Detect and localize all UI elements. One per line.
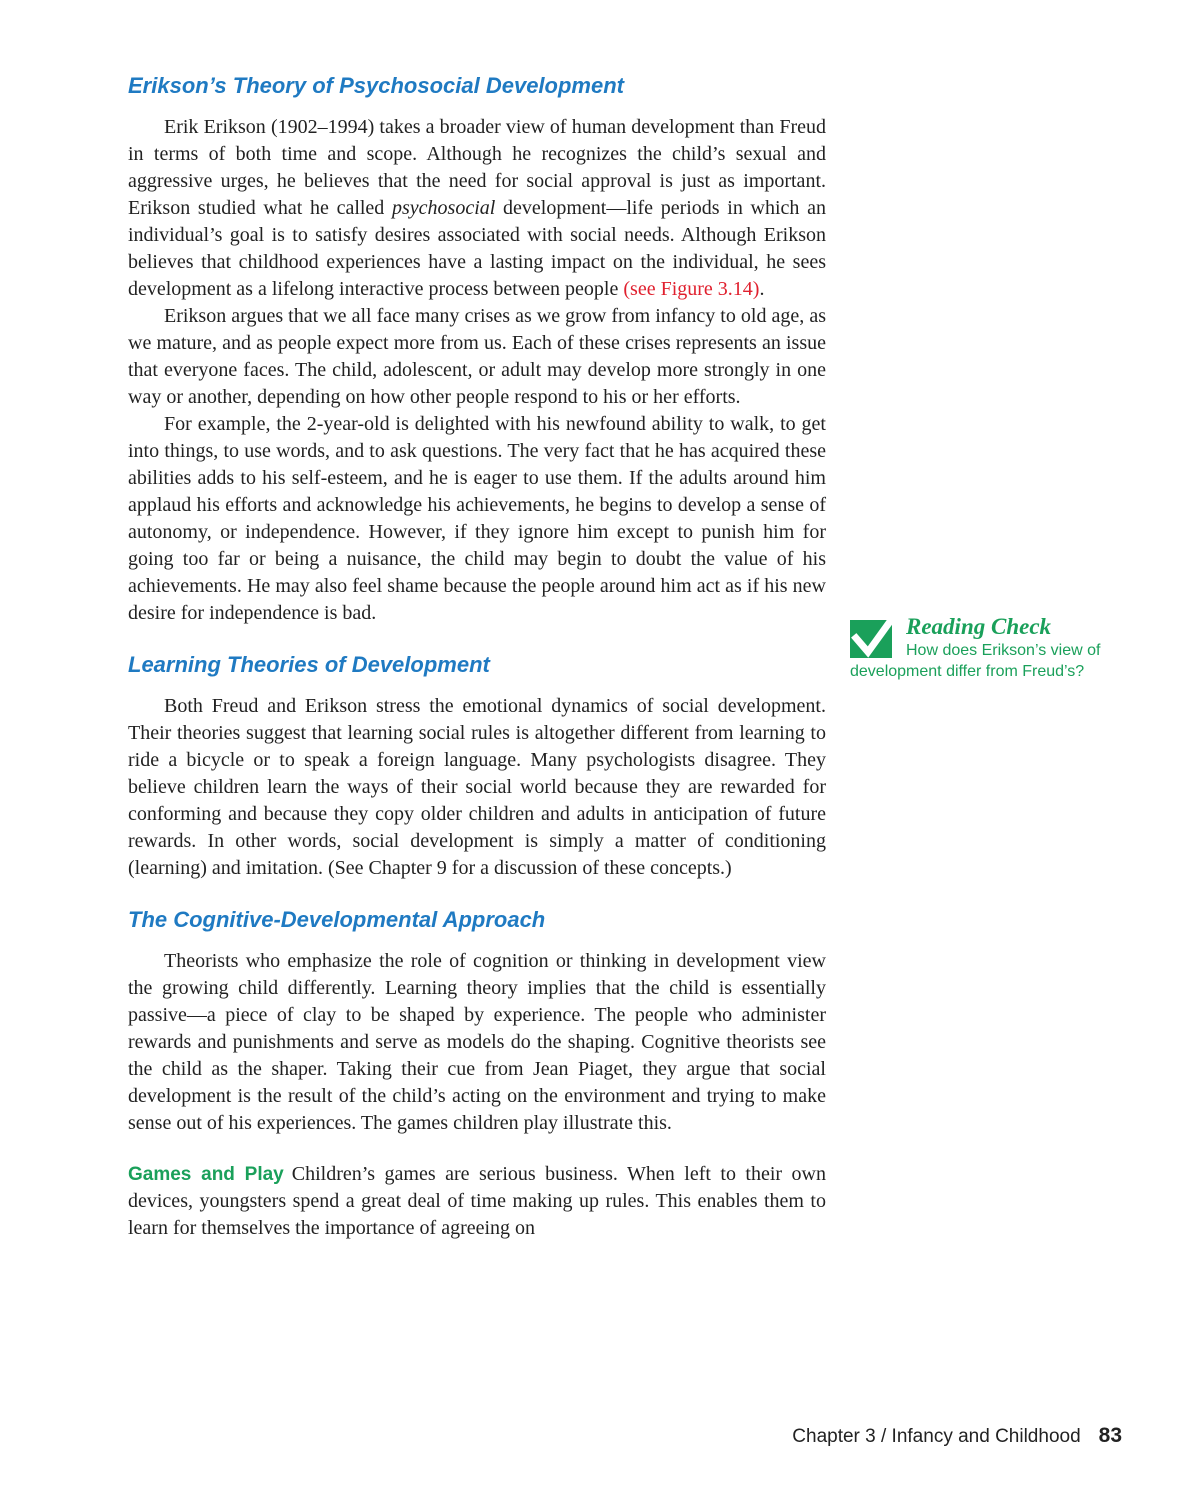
page-footer [792, 1424, 1122, 1448]
chapter-label: Chapter 3 / Infancy and Childhood [792, 1426, 1081, 1447]
erikson-p1-part-c: . [759, 278, 765, 300]
psychosocial-term: psychosocial [392, 197, 496, 219]
reading-check-question: How does Erikson’s view of development differ from Freud’s? [850, 642, 1101, 680]
heading-erikson: Erikson’s Theory of Psychosocial Development [128, 73, 624, 98]
section-learning [128, 651, 826, 882]
page-number: 83 [1098, 1424, 1122, 1447]
main-text-column [128, 72, 826, 1266]
heading-cognitive: The Cognitive-Developmental Approach [128, 907, 546, 932]
games-paragraph [128, 1161, 826, 1242]
erikson-paragraph-3: For example, the 2-year-old is delighted with his newfound ability to walk, to get into things, to use words, and to ask questions. The very fact that he has acquired these abilities adds to his self-esteem, and he is eager to use them. If the adults around him applaud his efforts and acknowledge his achievements, he begins to develop a sense of autonomy, or independence. However, if they ignore him except to punish him for going too far or being a nuisance, the child may begin to doubt the value of his achievements. He may also feel shame because the people around him act as if his new desire for independence is bad. [128, 413, 826, 624]
erikson-paragraph-2: Erikson argues that we all face many crises as we grow from infancy to old age, as we mature, and as people expect more from us. Each of these crises represents an issue that everyone faces. The child, adolescent, or adult may develop more strongly in one way or another, depending on how other people respond to his or her efforts. [128, 305, 826, 408]
erikson-paragraph-1 [128, 114, 826, 303]
section-erikson [128, 72, 826, 627]
figure-reference-link[interactable]: (see Figure 3.14) [623, 278, 760, 300]
erikson-p1-part-b: development—life periods in which an individual’s goal is to satisfy desires associated with social needs. Although Erikson believes that childhood experiences have a lasting impact on the individual, he sees development as a lifelong interactive process between people [128, 197, 826, 300]
section-cognitive [128, 906, 826, 1242]
games-and-play-label: Games and Play [128, 1164, 284, 1185]
learning-paragraph-1: Both Freud and Erikson stress the emotional dynamics of social development. Their theories suggest that learning social rules is altogether different from learning to ride a bicycle or to speak a foreign language. Many psychologists disagree. They believe children learn the ways of their social world because they are rewarded for conforming and because they copy older children and adults in anticipation of future rewards. In other words, social development is simply a matter of conditioning (learning) and imitation. (See Chapter 9 for a discussion of these concepts.) [128, 695, 826, 879]
reading-check-title: Reading Check [906, 614, 1052, 639]
heading-learning: Learning Theories of Development [128, 652, 490, 677]
cognitive-paragraph-1: Theorists who emphasize the role of cognition or thinking in development view the growing child differently. Learning theory implies that the child is essentially passive—a piece of clay to be shaped by experience. The people who administer rewards and punishments and serve as models do the shaping. Cognitive theorists see the child as the shaper. Taking their cue from Jean Piaget, they argue that social development is the result of the child’s acting on the environment and trying to make sense out of his experiences. The games children play illustrate this. [128, 950, 826, 1134]
erikson-p1-part-a: Erik Erikson (1902–1994) takes a broader view of human development than Freud in terms of both time and scope. Although he recognizes the child’s sexual and aggressive urges, he believes that the need for social approval is just as important. Erikson studied what he called [128, 116, 826, 219]
games-paragraph-text: Children’s games are serious business. When left to their own devices, youngsters spend a great deal of time making up rules. This enables them to learn for themselves the importance of agreeing on [128, 1163, 826, 1239]
